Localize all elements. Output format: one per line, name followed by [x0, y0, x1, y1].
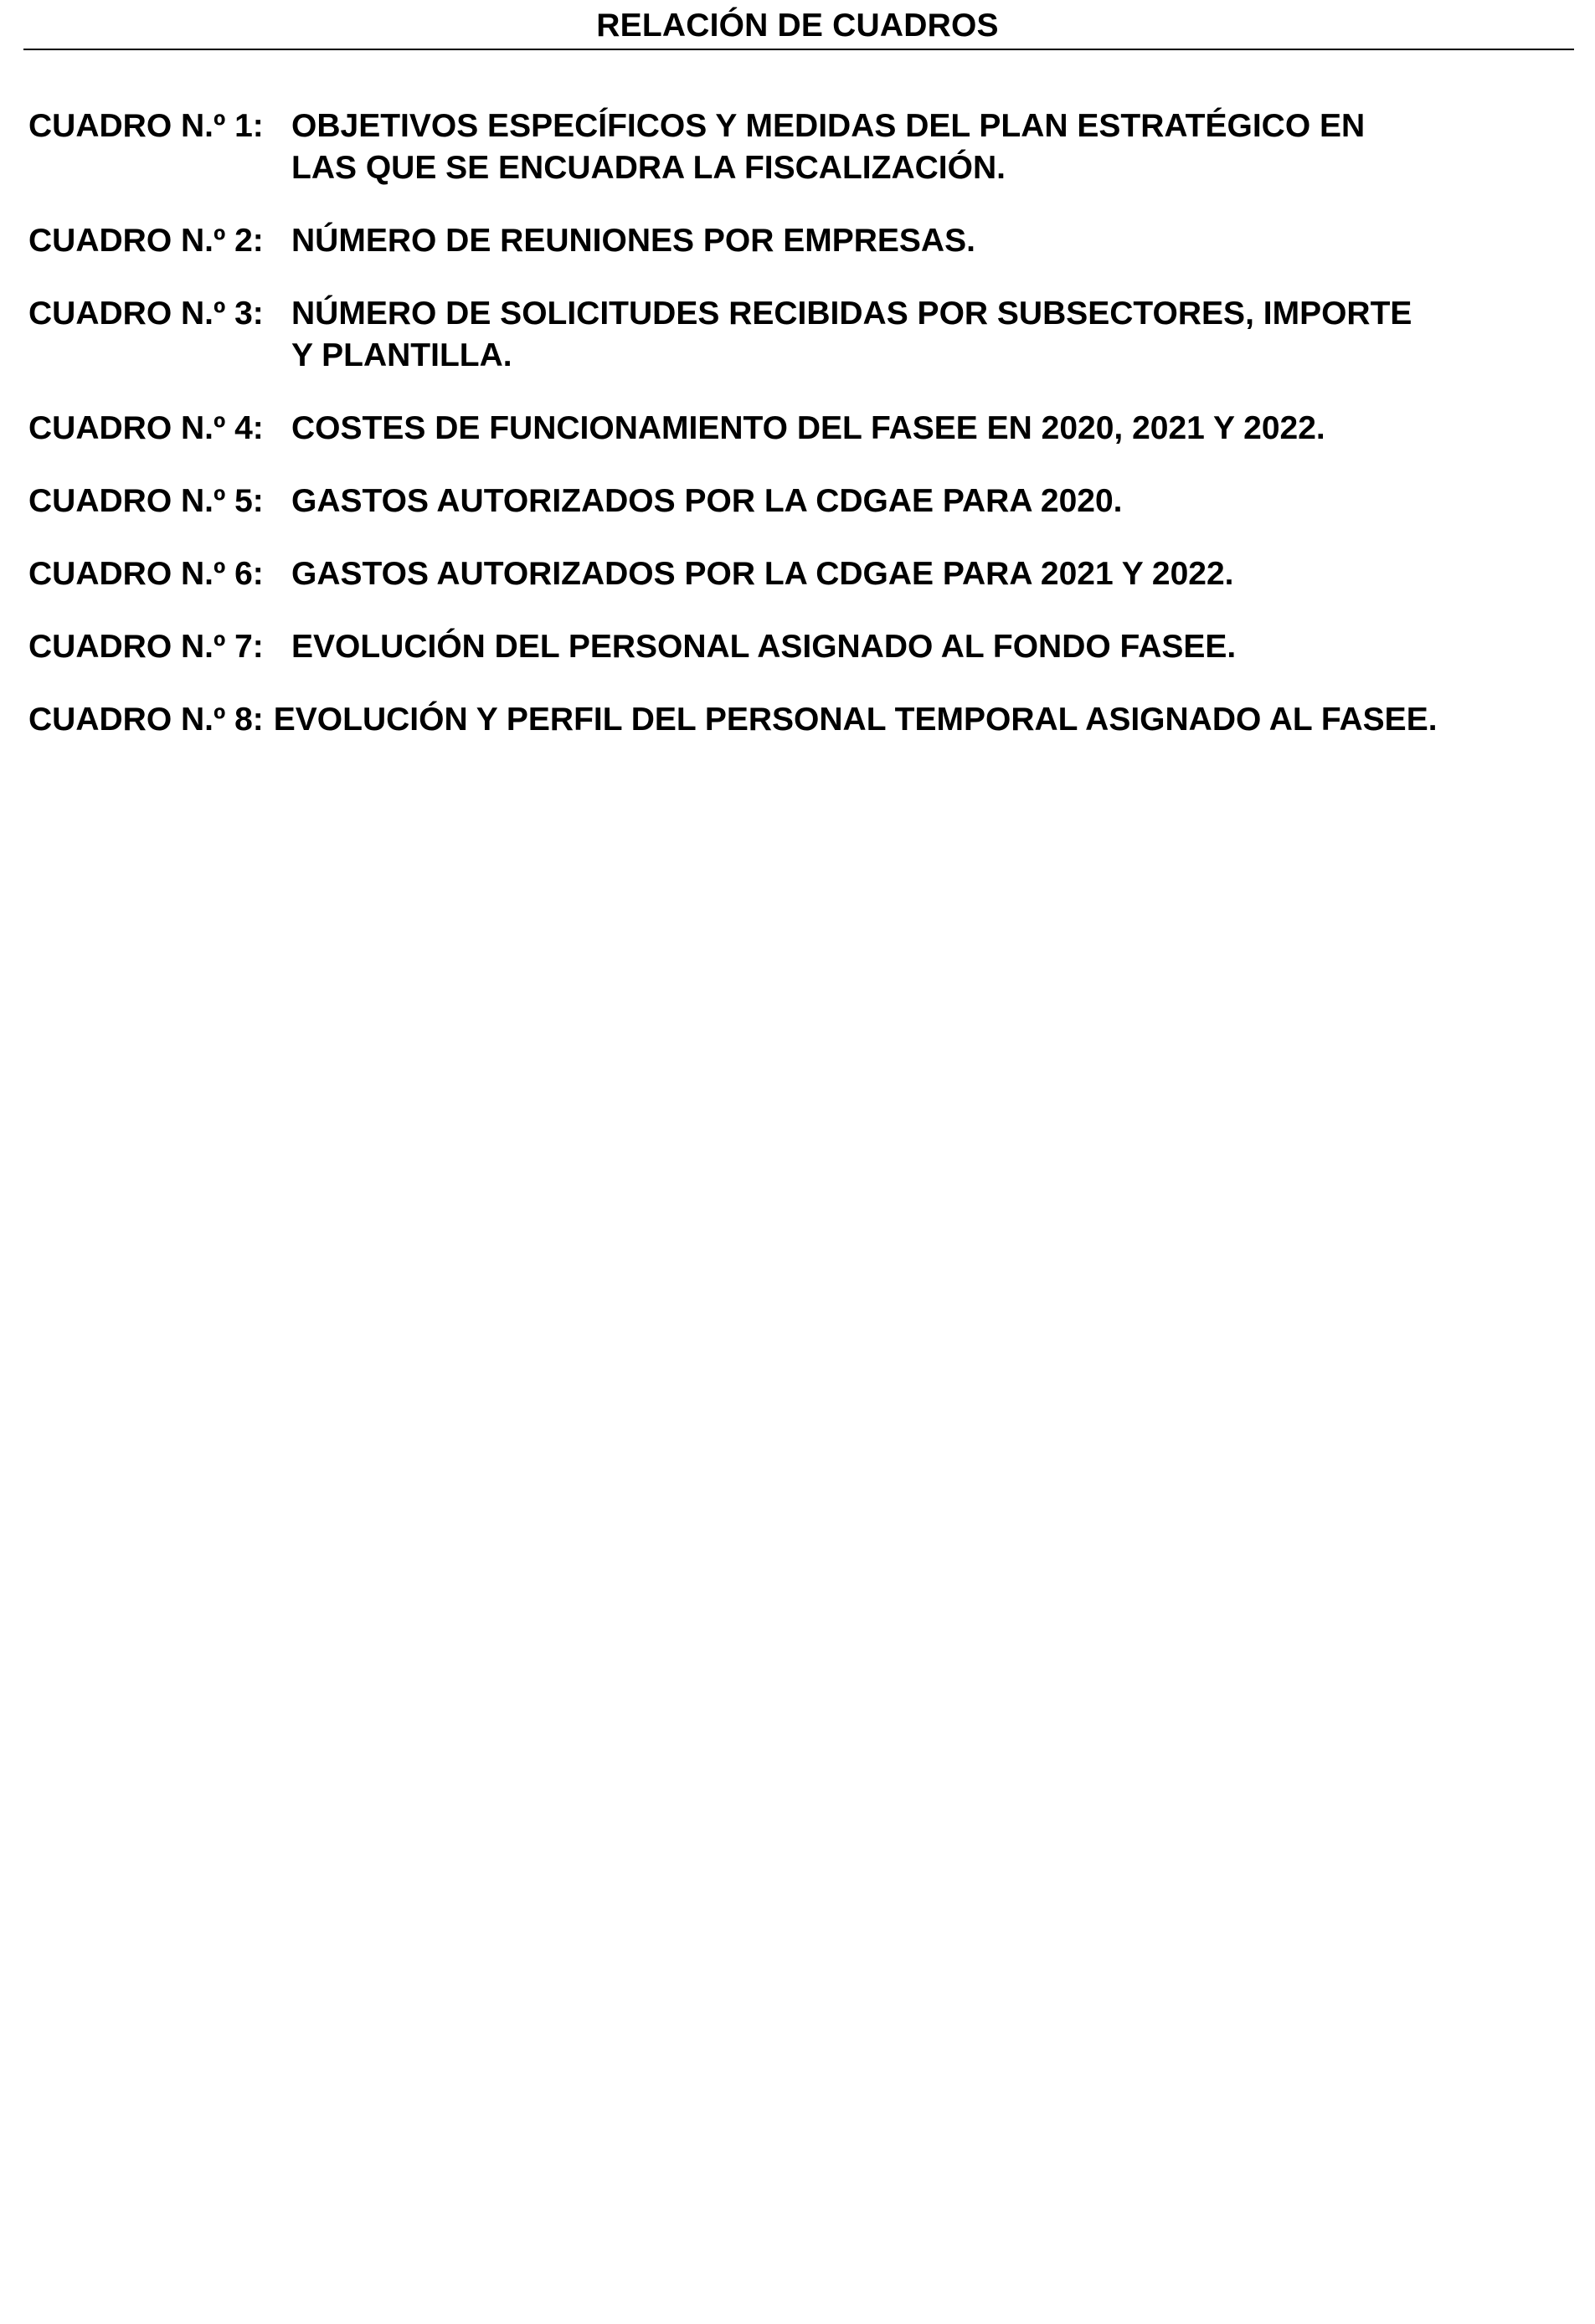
- list-item-cuadro-3: [28, 293, 1561, 377]
- list-item-cuadro-6: [28, 553, 1561, 595]
- list-item-cuadro-1: [28, 105, 1561, 189]
- entry-label: CUADRO N.º 6:: [28, 556, 264, 592]
- entry-label: CUADRO N.º 2:: [28, 223, 264, 259]
- entry-line: EVOLUCIÓN Y PERFIL DEL PERSONAL TEMPORAL ASIGNADO AL FASEE.: [273, 702, 1438, 738]
- entry-text: [291, 481, 1122, 522]
- entry-label: CUADRO N.º 4:: [28, 410, 264, 446]
- title-divider: [23, 49, 1574, 50]
- entry-line: GASTOS AUTORIZADOS POR LA CDGAE PARA 2020.: [291, 483, 1123, 519]
- entry-text: [291, 626, 1236, 668]
- entry-label: CUADRO N.º 3:: [28, 296, 264, 332]
- entry-line: NÚMERO DE SOLICITUDES RECIBIDAS POR SUBSECTORES, IMPORTE: [291, 296, 1412, 332]
- list-item-cuadro-2: [28, 220, 1561, 262]
- table-list: [28, 105, 1561, 772]
- entry-line: GASTOS AUTORIZADOS POR LA CDGAE PARA 2021 Y 2022.: [291, 556, 1234, 592]
- entry-line: Y PLANTILLA.: [291, 337, 512, 373]
- entry-line: OBJETIVOS ESPECÍFICOS Y MEDIDAS DEL PLAN ESTRATÉGICO EN: [291, 108, 1366, 144]
- list-item-cuadro-5: [28, 481, 1561, 522]
- entry-text: [291, 220, 975, 262]
- entry-text: [291, 553, 1234, 595]
- entry-label: CUADRO N.º 7:: [28, 629, 264, 665]
- entry-label: CUADRO N.º 8:: [28, 702, 264, 738]
- list-item-cuadro-8: [28, 699, 1561, 741]
- entry-label: CUADRO N.º 1:: [28, 108, 264, 144]
- entry-label: CUADRO N.º 5:: [28, 483, 264, 519]
- entry-text: [291, 293, 1412, 377]
- list-item-cuadro-4: [28, 408, 1561, 450]
- list-item-cuadro-7: [28, 626, 1561, 668]
- entry-line: LAS QUE SE ENCUADRA LA FISCALIZACIÓN.: [291, 150, 1006, 186]
- entry-line: EVOLUCIÓN DEL PERSONAL ASIGNADO AL FONDO FASEE.: [291, 629, 1237, 665]
- entry-text: [274, 699, 1438, 741]
- page-title: RELACIÓN DE CUADROS: [596, 8, 999, 44]
- entry-text: [291, 408, 1325, 450]
- entry-line: COSTES DE FUNCIONAMIENTO DEL FASEE EN 2020, 2021 Y 2022.: [291, 410, 1325, 446]
- entry-line: NÚMERO DE REUNIONES POR EMPRESAS.: [291, 223, 975, 259]
- entry-text: [291, 105, 1365, 189]
